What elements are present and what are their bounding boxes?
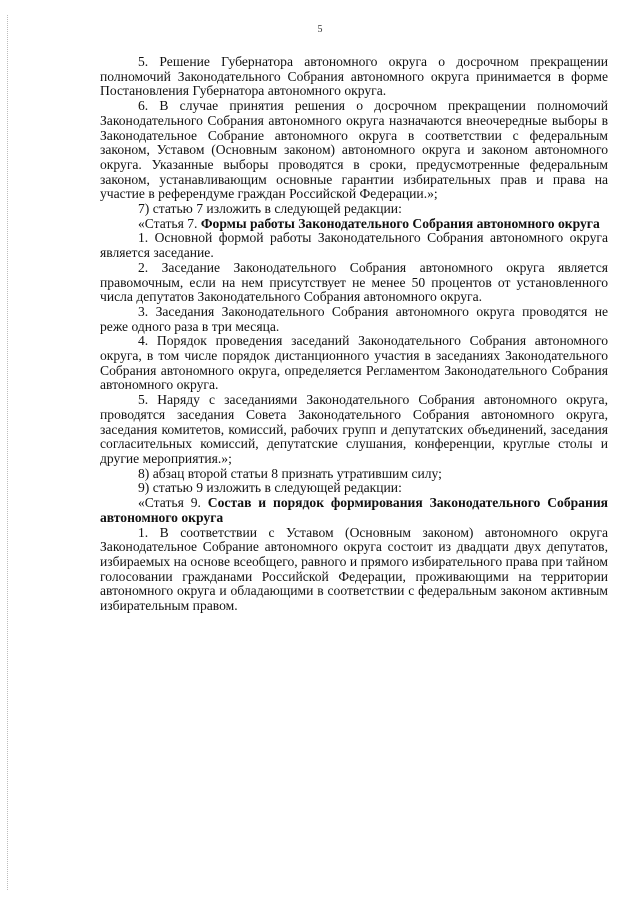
article-9-prefix: «Статья 9. bbox=[138, 495, 208, 511]
paragraph-composition: 1. В соответствии с Уставом (Основным законом) автономного округа Законодательное Собрание автономного округа состоит из двадцати двух депутатов, избираемых на основе всеобщего, равного и прямого избирательного права при тайном голосовании гражданами Российской Федерации, проживающими на территории автономного округа и обладающими в соответствии с федеральным законом активным избирательным правом. bbox=[100, 524, 608, 614]
paragraph-other-meetings: 5. Наряду с заседаниями Законодательного Собрания автономного округа, проводятся заседания Совета Законодательного Собрания автономного округа, заседания комитетов, комиссий, рабочих групп и депутатских объединений, заседания согласительных комиссий, депутатские слушания, конференции, круглые столы и другие мероприятия.»; bbox=[100, 392, 608, 466]
paragraph-article-8-repeal: 8) абзац второй статьи 8 признать утратившим силу; bbox=[138, 465, 442, 481]
paragraph-quorum: 2. Заседание Законодательного Собрания автономного округа является правомочным, если на нем присутствует не менее 50 процентов от установленного числа депутатов Законодательного Собрания автономного округа. bbox=[100, 259, 608, 305]
article-7-heading bbox=[100, 217, 608, 232]
article-7-prefix: «Статья 7. bbox=[138, 215, 201, 231]
paragraph-governor-decision: 5. Решение Губернатора автономного округа о досрочном прекращении полномочий Законодательного Собрания автономного округа принимается в форме Постановления Губернатора автономного округа. bbox=[100, 54, 608, 99]
paragraph-early-elections: 6. В случае принятия решения о досрочном прекращении полномочий Законодательного Собрания автономного округа назначаются внеочередные выборы в Законодательное Собрание автономного округа в соответствии с федеральным законом, Уставом (Основным законом) автономного округа и законом автономного округа. Указанные выборы проводятся в сроки, предусмотренные федеральным законом, устанавливающим основные гарантии избирательных прав и права на участие в референдуме граждан Российской Федерации.»; bbox=[100, 98, 608, 202]
paragraph-amend-article-7: 7) статью 7 изложить в следующей редакции: bbox=[138, 201, 402, 217]
article-9-title: Состав и порядок формирования Законодательного Собрания автономного округа bbox=[100, 495, 608, 525]
paragraph-procedure: 4. Порядок проведения заседаний Законодательного Собрания автономного округа, в том числе порядок дистанционного участия в заседаниях Законодательного Собрания автономного округа, определяется Регламентом Законодательного Собрания автономного округа. bbox=[100, 333, 608, 393]
article-9-heading bbox=[100, 496, 608, 525]
document-body bbox=[100, 55, 608, 614]
paragraph-frequency: 3. Заседания Законодательного Собрания автономного округа проводятся не реже одного раза в три месяца. bbox=[100, 303, 608, 334]
page-edge-mark bbox=[7, 15, 8, 890]
paragraph-main-form: 1. Основной формой работы Законодательного Собрания автономного округа является заседание. bbox=[100, 230, 608, 261]
page-number: 5 bbox=[317, 24, 323, 35]
paragraph-amend-article-9: 9) статью 9 изложить в следующей редакции: bbox=[138, 480, 402, 496]
article-7-title: Формы работы Законодательного Собрания автономного округа bbox=[200, 215, 600, 231]
